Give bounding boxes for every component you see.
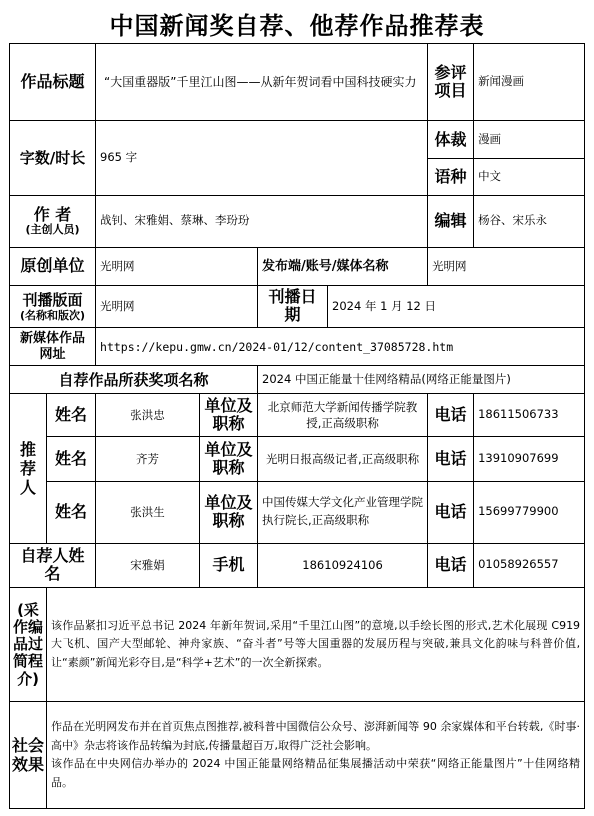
pub-date-label: 刊播日期 [258, 285, 328, 327]
recommender-row [10, 437, 585, 481]
language-value: 中文 [474, 159, 585, 195]
mobile-value: 18610924106 [258, 543, 428, 587]
mobile-label: 手机 [200, 543, 258, 587]
publisher-value: 光明网 [428, 247, 585, 285]
effect-text-2: 该作品在中央网信办举办的 2024 中国正能量网络精品征集展播活动中荣获“网络正能量图片”十佳网络精品。 [51, 757, 581, 789]
genre-value: 漫画 [474, 121, 585, 159]
work-title-value: “大国重器版”千里江山图——从新年贺词看中国科技硬实力 [96, 44, 428, 121]
word-count-label: 字数/时长 [10, 121, 96, 195]
pub-date-value: 2024 年 1 月 12 日 [328, 285, 585, 327]
process-text: 该作品紧扣习近平总书记 2024 年新年贺词,采用“千里江山图”的意境,以手绘长图的形式,艺术化展现 C919 大飞机、国产大型邮轮、神舟家族、“奋斗者”号等大国重器的发展历程与突破,兼具文化韵味与科普价值,让“素颜”新闻光彩夺目,是“科学+艺术”的一次全新探索。 [47, 587, 585, 701]
self-rec-name: 宋雅娟 [96, 543, 200, 587]
recommender-name: 齐芳 [96, 437, 200, 481]
effect-text [47, 702, 585, 809]
self-phone-value: 01058926557 [474, 543, 585, 587]
url-label: 新媒体作品网址 [10, 327, 96, 365]
recommender-unit: 中国传媒大学文化产业管理学院执行院长,正高级职称 [258, 481, 428, 543]
recommender-name-label: 姓名 [47, 481, 96, 543]
language-label: 语种 [428, 159, 474, 195]
recommender-row [10, 481, 585, 543]
author-value: 战钊、宋雅娟、蔡琳、李玢玢 [96, 195, 428, 247]
origin-unit-value: 光明网 [96, 247, 258, 285]
recommender-name-label: 姓名 [47, 437, 96, 481]
author-sublabel: (主创人员) [25, 223, 80, 237]
recommender-row [10, 394, 585, 437]
origin-unit-label: 原创单位 [10, 247, 96, 285]
editor-label: 编辑 [428, 195, 474, 247]
publisher-label: 发布端/账号/媒体名称 [258, 247, 428, 285]
recommender-name: 张洪生 [96, 481, 200, 543]
effect-label: 社会效果 [10, 702, 47, 809]
layout-label-text: 刊播版面 [22, 290, 83, 309]
recommender-label: 推荐人 [10, 394, 47, 544]
recommender-name-label: 姓名 [47, 394, 96, 437]
recommender-phone: 18611506733 [474, 394, 585, 437]
recommender-unit: 光明日报高级记者,正高级职称 [258, 437, 428, 481]
self-phone-label: 电话 [428, 543, 474, 587]
process-label: (采作编品过简程介) [10, 587, 47, 701]
recommender-phone: 15699779900 [474, 481, 585, 543]
author-label-text: 作 者 [33, 204, 72, 224]
url-value: https://kepu.gmw.cn/2024-01/12/content_37085728.htm [96, 327, 585, 365]
layout-sublabel: (名称和版次) [19, 308, 86, 322]
recommender-phone-label: 电话 [428, 394, 474, 437]
award-label: 自荐作品所获奖项名称 [10, 366, 258, 394]
recommender-phone: 13910907699 [474, 437, 585, 481]
category-label: 参评项目 [428, 44, 474, 121]
author-label [10, 195, 96, 247]
recommender-unit-label: 单位及职称 [200, 481, 258, 543]
recommender-unit: 北京师范大学新闻传播学院教授,正高级职称 [258, 394, 428, 437]
layout-label [10, 285, 96, 327]
word-count-value: 965 字 [96, 121, 428, 195]
recommender-phone-label: 电话 [428, 481, 474, 543]
award-value: 2024 中国正能量十佳网络精品(网络正能量图片) [258, 366, 585, 394]
self-rec-label: 自荐人姓名 [10, 543, 96, 587]
page-title: 中国新闻奖自荐、他荐作品推荐表 [109, 11, 485, 40]
recommender-unit-label: 单位及职称 [200, 437, 258, 481]
recommender-unit-label: 单位及职称 [200, 394, 258, 437]
genre-label: 体裁 [428, 121, 474, 159]
work-title-label: 作品标题 [10, 44, 96, 121]
layout-value: 光明网 [96, 285, 258, 327]
effect-text-1: 作品在光明网发布并在首页焦点图推荐,被科普中国微信公众号、澎湃新闻等 90 余家媒体和平台转载,《时事·高中》杂志将该作品转编为封底,传播量超百万,取得广泛社会影响。 [51, 719, 581, 752]
recommendation-form [9, 43, 585, 809]
category-value: 新闻漫画 [474, 44, 585, 121]
editor-value: 杨谷、宋乐永 [474, 195, 585, 247]
recommender-phone-label: 电话 [428, 437, 474, 481]
recommender-name: 张洪忠 [96, 394, 200, 437]
